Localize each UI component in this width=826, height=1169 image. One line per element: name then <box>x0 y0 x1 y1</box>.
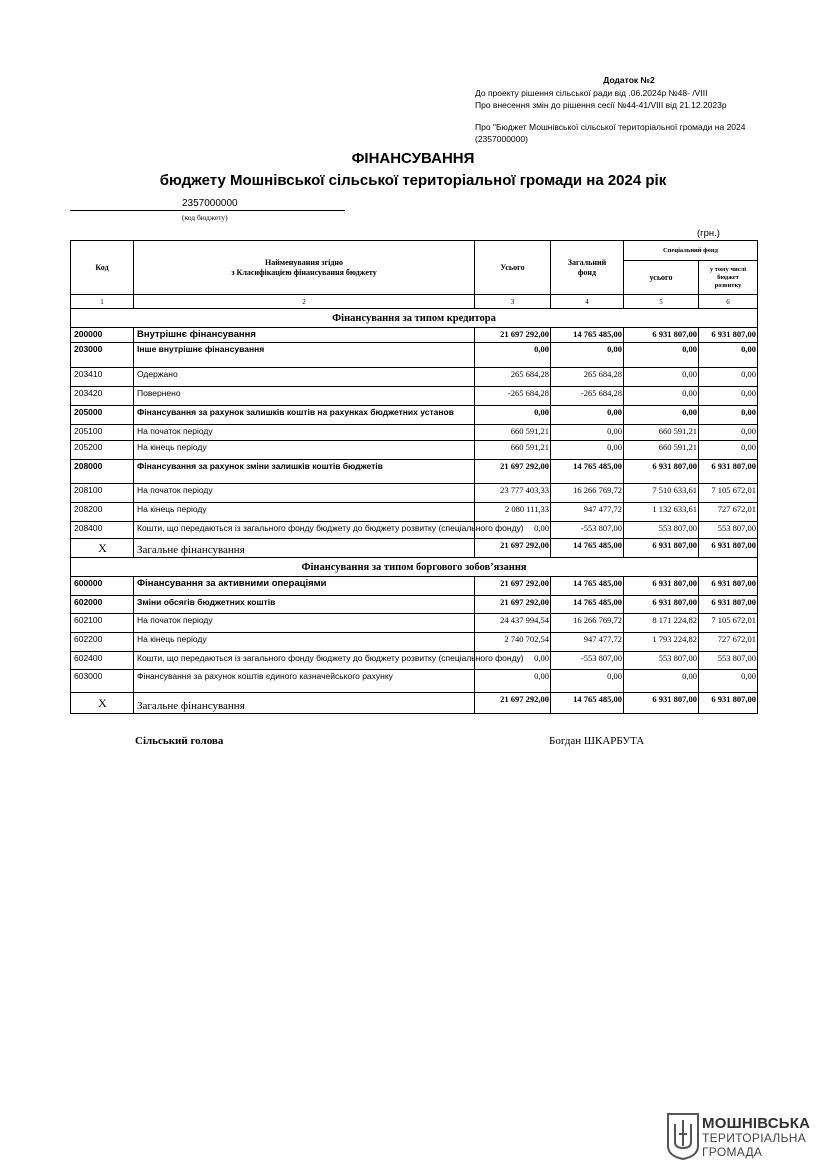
row-development-budget: 0,00 <box>699 406 758 425</box>
row-total: 24 437 994,54 <box>475 614 551 633</box>
row-general-fund: 14 765 485,00 <box>551 460 624 484</box>
row-code: 603000 <box>71 670 134 693</box>
row-total: 21 697 292,00 <box>475 539 551 558</box>
row-special-fund: 660 591,21 <box>624 441 699 460</box>
table-row <box>71 441 758 460</box>
row-code: 208400 <box>71 522 134 539</box>
financing-table <box>70 240 758 714</box>
row-special-fund: 1 132 633,61 <box>624 503 699 522</box>
col-header-development: у тому числі бюджет розвитку <box>699 261 758 295</box>
row-code: 203410 <box>71 368 134 387</box>
col-number: 1 <box>71 295 134 309</box>
table-row <box>71 652 758 670</box>
budget-code-underline <box>70 210 345 211</box>
section-header-debt: Фінансування за типом боргового зобов’язання <box>71 558 758 577</box>
row-general-fund: 16 266 769,72 <box>551 614 624 633</box>
col-number: 4 <box>551 295 624 309</box>
row-total: 21 697 292,00 <box>475 693 551 714</box>
row-code: 203000 <box>71 343 134 368</box>
table-row <box>71 425 758 441</box>
row-general-fund: 0,00 <box>551 343 624 368</box>
row-total: 21 697 292,00 <box>475 577 551 596</box>
logo-text-line-3: ГРОМАДА <box>702 1145 763 1159</box>
row-special-fund: 6 931 807,00 <box>624 693 699 714</box>
row-name: Фінансування за рахунок зміни залишків коштів бюджетів <box>134 460 475 484</box>
table-row <box>71 539 758 558</box>
row-general-fund: 0,00 <box>551 441 624 460</box>
row-special-fund: 0,00 <box>624 670 699 693</box>
row-name: На початок періоду <box>134 614 475 633</box>
row-name: Повернено <box>134 387 475 406</box>
row-development-budget: 6 931 807,00 <box>699 539 758 558</box>
annex-title: Додаток №2 <box>603 75 655 85</box>
row-special-fund: 6 931 807,00 <box>624 596 699 614</box>
col-header-special: Спеціальний фонд <box>624 241 758 261</box>
row-total: -265 684,28 <box>475 387 551 406</box>
document-subtitle: бюджету Мошнівської сільської територіальної громади на 2024 рік <box>159 172 667 189</box>
row-name: Інше внутрішнє фінансування <box>134 343 475 368</box>
row-name: Фінансування за рахунок залишків коштів на рахунках бюджетних установ <box>134 406 475 425</box>
row-special-fund: 0,00 <box>624 387 699 406</box>
row-name: На кінець періоду <box>134 633 475 652</box>
row-special-fund: 6 931 807,00 <box>624 577 699 596</box>
row-total: 660 591,21 <box>475 441 551 460</box>
col-header-special-total: усього <box>624 261 699 295</box>
row-development-budget: 553 807,00 <box>699 652 758 670</box>
row-development-budget: 0,00 <box>699 387 758 406</box>
row-name: На початок періоду <box>134 425 475 441</box>
row-special-fund: 8 171 224,82 <box>624 614 699 633</box>
row-name: На кінець періоду <box>134 441 475 460</box>
table-row <box>71 328 758 343</box>
table-row <box>71 343 758 368</box>
annex-line-3: Про "Бюджет Мошнівської сільської територіальної громади на 2024 <box>475 121 746 132</box>
row-special-fund: 6 931 807,00 <box>624 539 699 558</box>
table-row <box>71 503 758 522</box>
row-development-budget: 727 672,01 <box>699 633 758 652</box>
annex-line-2: Про внесення змін до рішення сесії №44-41/VIII від 21.12.2023р <box>475 100 727 110</box>
signature-title: Сільський голова <box>135 735 224 747</box>
row-development-budget: 6 931 807,00 <box>699 693 758 714</box>
logo-text-line-2: ТЕРИТОРІАЛЬНА <box>702 1131 807 1145</box>
row-total: 2 080 111,33 <box>475 503 551 522</box>
col-header-general: Загальний фонд <box>551 241 624 295</box>
currency-unit: (грн.) <box>697 228 720 239</box>
table-row <box>71 596 758 614</box>
annex-note <box>475 74 805 146</box>
row-name: Кошти, що передаються із загального фонду бюджету до бюджету розвитку (спеціального фонду) <box>134 522 475 539</box>
row-development-budget: 6 931 807,00 <box>699 577 758 596</box>
row-general-fund: 14 765 485,00 <box>551 577 624 596</box>
row-code: 200000 <box>71 328 134 343</box>
row-development-budget: 727 672,01 <box>699 503 758 522</box>
row-general-fund: 947 477,72 <box>551 503 624 522</box>
row-general-fund: 14 765 485,00 <box>551 539 624 558</box>
row-total: 660 591,21 <box>475 425 551 441</box>
row-special-fund: 0,00 <box>624 406 699 425</box>
row-code: 203420 <box>71 387 134 406</box>
logo-text-line-1: МОШНІВСЬКА <box>702 1115 811 1132</box>
row-total: 21 697 292,00 <box>475 596 551 614</box>
section-creditor-rows <box>71 328 758 558</box>
row-general-fund: 16 266 769,72 <box>551 484 624 503</box>
table-row <box>71 693 758 714</box>
row-total: 21 697 292,00 <box>475 460 551 484</box>
col-header-name: Найменування згідно з Класифікацією фінансування бюджету <box>134 241 475 295</box>
budget-code-caption: (код бюджету) <box>182 213 228 222</box>
row-general-fund: 0,00 <box>551 406 624 425</box>
table-row <box>71 387 758 406</box>
row-general-fund: -553 807,00 <box>551 522 624 539</box>
row-code: 602400 <box>71 652 134 670</box>
row-code: X <box>71 693 134 714</box>
row-special-fund: 1 793 224,82 <box>624 633 699 652</box>
table-row <box>71 577 758 596</box>
table-row <box>71 368 758 387</box>
row-special-fund: 7 510 633,61 <box>624 484 699 503</box>
budget-code: 2357000000 <box>182 198 238 209</box>
row-general-fund: 947 477,72 <box>551 633 624 652</box>
table-row <box>71 670 758 693</box>
signature-name: Богдан ШКАРБУТА <box>549 735 645 747</box>
row-general-fund: 14 765 485,00 <box>551 693 624 714</box>
row-development-budget: 553 807,00 <box>699 522 758 539</box>
col-number: 6 <box>699 295 758 309</box>
row-name: Фінансування за рахунок коштів єдиного казначейського рахунку <box>134 670 475 693</box>
row-special-fund: 660 591,21 <box>624 425 699 441</box>
document-title: ФІНАНСУВАННЯ <box>351 150 475 167</box>
row-code: 602100 <box>71 614 134 633</box>
table-row <box>71 406 758 425</box>
row-total: 0,00 <box>475 670 551 693</box>
row-code: 600000 <box>71 577 134 596</box>
table-row <box>71 484 758 503</box>
row-total: 265 684,28 <box>475 368 551 387</box>
row-general-fund: 14 765 485,00 <box>551 328 624 343</box>
row-development-budget: 0,00 <box>699 441 758 460</box>
row-general-fund: 265 684,28 <box>551 368 624 387</box>
row-name: На початок періоду <box>134 484 475 503</box>
row-name: Загальне фінансування <box>134 693 475 714</box>
row-code: 602000 <box>71 596 134 614</box>
row-development-budget: 0,00 <box>699 368 758 387</box>
row-general-fund: 14 765 485,00 <box>551 596 624 614</box>
col-number: 3 <box>475 295 551 309</box>
row-development-budget: 6 931 807,00 <box>699 328 758 343</box>
row-general-fund: -553 807,00 <box>551 652 624 670</box>
row-total: 0,00 <box>475 522 551 539</box>
row-name: Загальне фінансування <box>134 539 475 558</box>
row-name: Внутрішнє фінансування <box>134 328 475 343</box>
row-special-fund: 553 807,00 <box>624 522 699 539</box>
row-development-budget: 7 105 672,01 <box>699 614 758 633</box>
row-special-fund: 553 807,00 <box>624 652 699 670</box>
section-debt-rows <box>71 577 758 714</box>
row-name: Зміни обсягів бюджетних коштів <box>134 596 475 614</box>
row-special-fund: 0,00 <box>624 343 699 368</box>
row-code: 208100 <box>71 484 134 503</box>
col-header-total: Усього <box>475 241 551 295</box>
table-row <box>71 460 758 484</box>
row-code: 205200 <box>71 441 134 460</box>
row-name: Фінансування за активними операціями <box>134 577 475 596</box>
row-special-fund: 6 931 807,00 <box>624 460 699 484</box>
row-development-budget: 7 105 672,01 <box>699 484 758 503</box>
annex-line-1: До проекту рішення сільської ради від .06.2024р №48- /VIII <box>475 87 708 98</box>
row-code: 208200 <box>71 503 134 522</box>
annex-line-4: (2357000000) <box>475 134 528 144</box>
row-code: 205100 <box>71 425 134 441</box>
table-row <box>71 614 758 633</box>
row-code: 602200 <box>71 633 134 652</box>
row-special-fund: 6 931 807,00 <box>624 328 699 343</box>
col-number: 2 <box>134 295 475 309</box>
row-development-budget: 0,00 <box>699 425 758 441</box>
table-row <box>71 633 758 652</box>
row-name: Кошти, що передаються із загального фонду бюджету до бюджету розвитку (спеціального фонду) <box>134 652 475 670</box>
row-name: Одержано <box>134 368 475 387</box>
row-development-budget: 6 931 807,00 <box>699 460 758 484</box>
row-code: 205000 <box>71 406 134 425</box>
row-development-budget: 6 931 807,00 <box>699 596 758 614</box>
row-code: 208000 <box>71 460 134 484</box>
row-total: 23 777 403,33 <box>475 484 551 503</box>
row-total: 0,00 <box>475 406 551 425</box>
row-development-budget: 0,00 <box>699 343 758 368</box>
row-development-budget: 0,00 <box>699 670 758 693</box>
row-general-fund: 0,00 <box>551 425 624 441</box>
table-row <box>71 522 758 539</box>
row-code: X <box>71 539 134 558</box>
row-general-fund: 0,00 <box>551 670 624 693</box>
row-name: На кінець періоду <box>134 503 475 522</box>
row-total: 21 697 292,00 <box>475 328 551 343</box>
row-total: 2 740 702,54 <box>475 633 551 652</box>
section-header-creditor: Фінансування за типом кредитора <box>71 309 758 328</box>
row-general-fund: -265 684,28 <box>551 387 624 406</box>
row-total: 0,00 <box>475 652 551 670</box>
row-total: 0,00 <box>475 343 551 368</box>
col-number: 5 <box>624 295 699 309</box>
row-special-fund: 0,00 <box>624 368 699 387</box>
col-header-code: Код <box>71 241 134 295</box>
